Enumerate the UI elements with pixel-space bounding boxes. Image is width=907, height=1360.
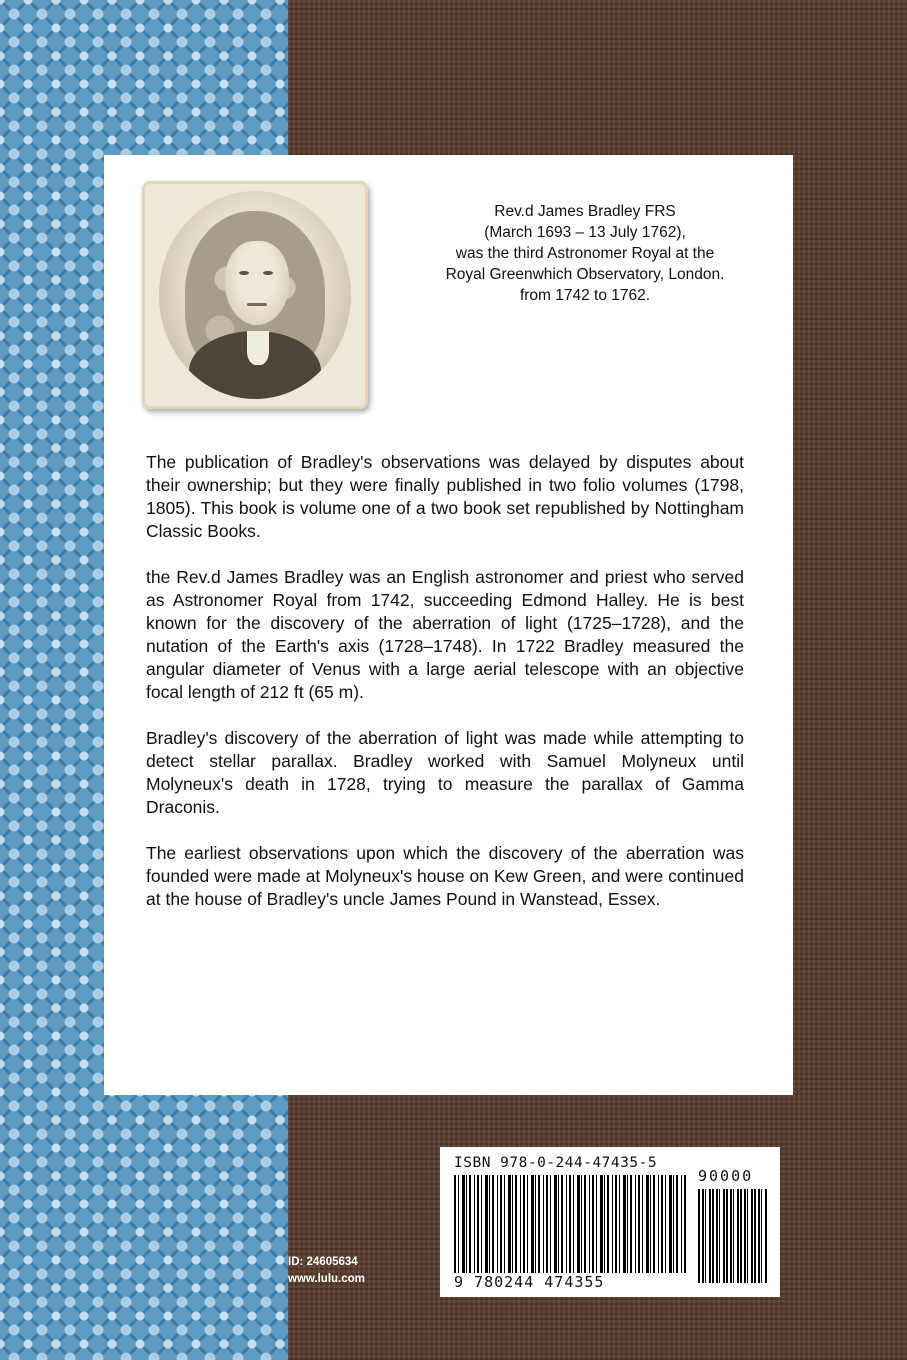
portrait-face [225, 241, 289, 325]
paragraph: the Rev.d James Bradley was an English astronomer and priest who served as Astronomer Royal from 1742, succeeding Edmond Halley. He is best known for the discovery of the aberration of light (1725–1728), and the nutation of the Earth's axis (1728–1748). In 1722 Bradley measured the angular diameter of Venus with a large aerial telescope with an objective focal length of 212 ft (65 m). [146, 567, 744, 702]
paragraph: The earliest observations upon which the discovery of the aberration was founded were made at Molyneux's house on Kew Green, and were continued at the house of Bradley's uncle James Pound in Wanstead, Essex. [146, 843, 744, 909]
barcode-bars [454, 1175, 686, 1273]
back-cover-page [104, 155, 793, 1095]
lulu-info [288, 1254, 365, 1288]
portrait-mouth [247, 303, 267, 306]
portrait-eye [263, 271, 273, 275]
isbn-barcode [440, 1147, 780, 1297]
portrait-caption [400, 201, 770, 306]
caption-line: Royal Greenwhich Observatory, London. [445, 266, 725, 283]
portrait-eye [239, 271, 249, 275]
lulu-id: ID: 24605634 [288, 1256, 358, 1268]
price-addon-bars [698, 1189, 768, 1283]
paragraph: Bradley's discovery of the aberration of light was made while attempting to detect stellar parallax. Bradley worked with Samuel Molyneux until Molyneux's death in 1728, trying to measure the parallax of Gamma Draconis. [146, 728, 744, 817]
paragraph: The publication of Bradley's observations was delayed by disputes about their ownership; but they were finally published in two folio volumes (1798, 1805). This book is volume one of a two book set republished by Nottingham Classic Books. [146, 452, 744, 541]
portrait-frame [142, 181, 368, 409]
caption-line: Rev.d James Bradley FRS [494, 203, 676, 220]
price-addon-digits: 90000 [698, 1167, 754, 1185]
barcode-digits: 9 780244 474355 [454, 1273, 605, 1291]
bradley-portrait-image [159, 191, 351, 399]
caption-line: from 1742 to 1762. [519, 287, 651, 304]
isbn-text: ISBN 978-0-244-47435-5 [454, 1155, 658, 1171]
caption-line: (March 1693 – 13 July 1762), [484, 224, 686, 241]
description-text [146, 451, 744, 934]
portrait-collar [247, 331, 269, 365]
lulu-url: www.lulu.com [288, 1273, 365, 1285]
caption-line: was the third Astronomer Royal at the [455, 245, 715, 262]
